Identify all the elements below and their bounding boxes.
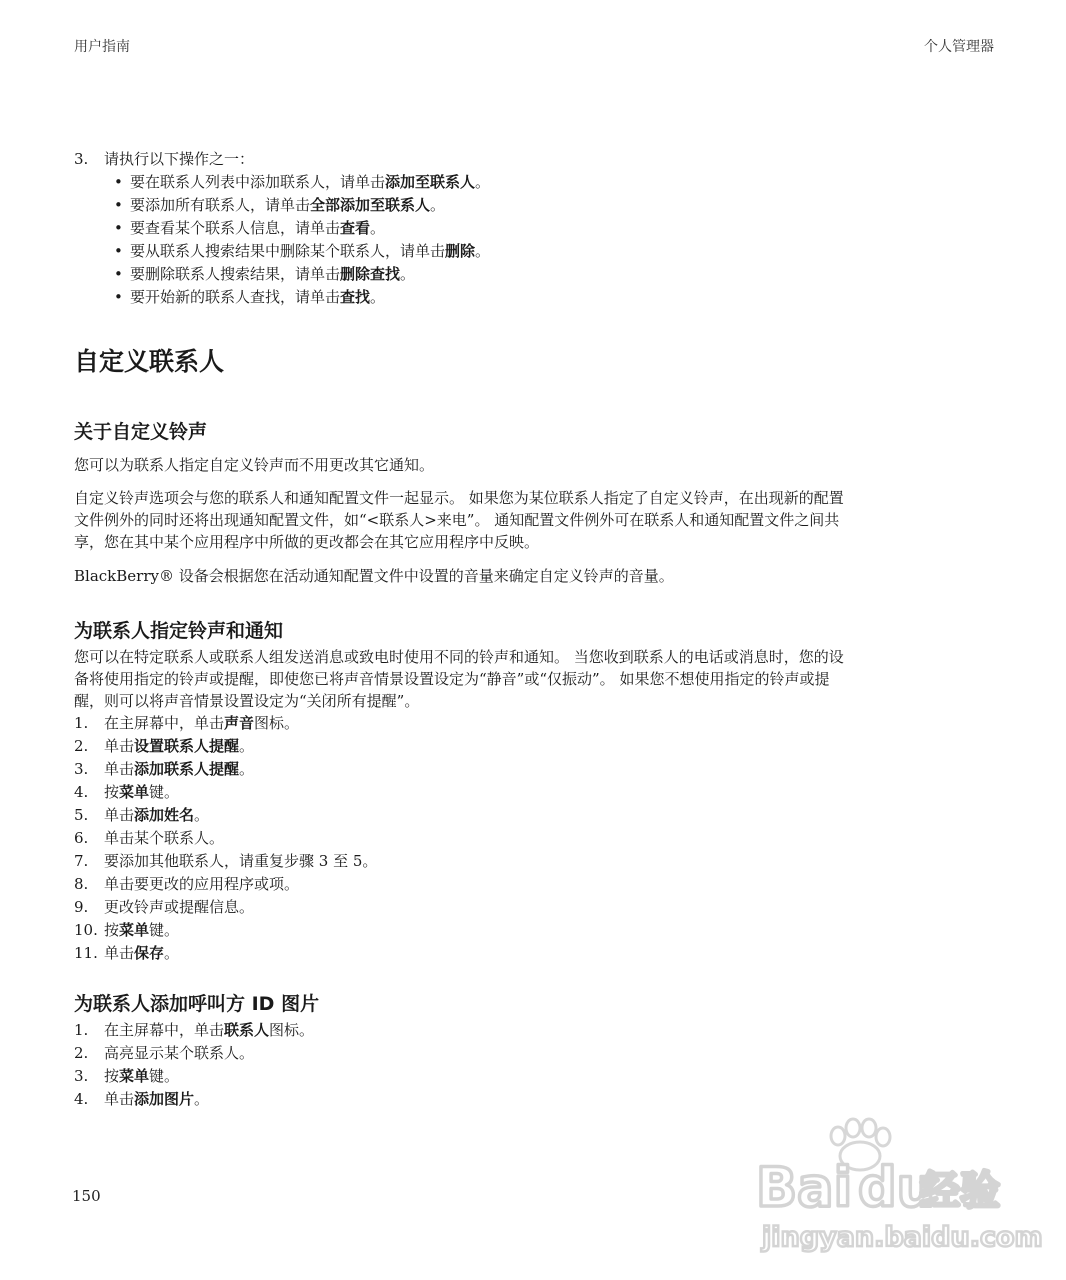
watermark-logo-text	[756, 1156, 1000, 1219]
list-item	[74, 896, 999, 919]
step-number: 6.	[74, 829, 89, 847]
subsection-title-assign-ringtone: 为联系人指定铃声和通知	[74, 620, 284, 642]
step-text: 请执行以下操作之一：	[104, 150, 255, 168]
step-ui-term: 联系人	[224, 1021, 270, 1039]
step-text: 单击要更改的应用程序或项。	[104, 875, 300, 893]
item-text: 要删除联系人搜索结果，请单击	[130, 265, 341, 283]
page-content	[74, 148, 999, 1111]
steps-list	[74, 712, 999, 965]
list-item	[74, 735, 999, 758]
paragraph: 您可以为联系人指定自定义铃声而不用更改其它通知。	[74, 456, 435, 474]
step-number: 1.	[74, 1021, 89, 1039]
baidu-jingyan-watermark	[752, 1118, 1043, 1258]
subsection-title-about-ringtone: 关于自定义铃声	[74, 421, 208, 443]
step-text-end: 键。	[149, 1067, 180, 1085]
page-number: 150	[72, 1187, 101, 1205]
step-number: 5.	[74, 806, 89, 824]
step-text: 按	[104, 1067, 120, 1085]
step-text: 单击	[104, 806, 135, 824]
item-punct: 。	[370, 288, 386, 306]
bullet-icon: •	[114, 196, 123, 214]
list-item	[74, 1042, 999, 1065]
bullet-icon: •	[114, 219, 123, 237]
list-item	[74, 217, 999, 240]
step-text-end: 键。	[149, 921, 180, 939]
item-ui-term: 全部添加至联系人	[310, 196, 431, 214]
step-number: 9.	[74, 898, 89, 916]
step-ui-term: 菜单	[119, 1067, 150, 1085]
item-ui-term: 删除查找	[340, 265, 401, 283]
item-punct: 。	[475, 173, 491, 191]
step-ui-term: 添加联系人提醒	[134, 760, 240, 778]
step-number: 10.	[74, 921, 98, 939]
step-ui-term: 菜单	[119, 921, 150, 939]
paragraph: BlackBerry® 设备会根据您在活动通知配置文件中设置的音量来确定自定义铃声的音量。	[74, 567, 674, 585]
step-number: 1.	[74, 714, 89, 732]
section-title: 自定义联系人	[74, 347, 225, 376]
step-text: 按	[104, 783, 120, 801]
paragraph-line: 享，您在其中某个应用程序中所做的更改都会在其它应用程序中反映。	[74, 533, 540, 551]
step-ui-term: 声音	[224, 714, 255, 732]
step-ui-term: 菜单	[119, 783, 150, 801]
paragraph-line: 醒，则可以将声音情景设置设定为“关闭所有提醒”。	[74, 692, 420, 710]
item-text: 要添加所有联系人，请单击	[130, 196, 311, 214]
step-text: 单击	[104, 737, 135, 755]
list-item	[74, 240, 999, 263]
list-item	[74, 804, 999, 827]
step-text: 更改铃声或提醒信息。	[104, 898, 255, 916]
item-punct: 。	[370, 219, 386, 237]
item-punct: 。	[475, 242, 491, 260]
step-number: 8.	[74, 875, 89, 893]
step-text-end: 。	[194, 1090, 210, 1108]
list-item	[74, 1019, 999, 1042]
step-text: 按	[104, 921, 120, 939]
step-number: 11.	[74, 944, 98, 962]
step-3	[74, 148, 999, 171]
watermark-url: jingyan.baidu.com	[762, 1222, 1043, 1253]
step-text: 要添加其他联系人，请重复步骤 3 至 5。	[104, 852, 378, 870]
option-list	[74, 171, 999, 309]
header-guide-title: 用户指南	[74, 39, 130, 55]
list-item	[74, 873, 999, 896]
list-item	[74, 263, 999, 286]
steps-list	[74, 1019, 999, 1111]
list-item	[74, 171, 999, 194]
item-text: 要查看某个联系人信息，请单击	[130, 219, 341, 237]
list-item	[74, 942, 999, 965]
bullet-icon: •	[114, 265, 123, 283]
list-item	[74, 286, 999, 309]
bullet-icon: •	[114, 173, 123, 191]
step-text: 在主屏幕中，单击	[104, 714, 225, 732]
step-text: 高亮显示某个联系人。	[104, 1044, 255, 1062]
step-text: 单击	[104, 944, 135, 962]
list-item	[74, 827, 999, 850]
paragraph-line: 自定义铃声选项会与您的联系人和通知配置文件一起显示。 如果您为某位联系人指定了自定义铃声，在出现新的配置	[74, 489, 844, 507]
step-text-end: 键。	[149, 783, 180, 801]
subsection-title-caller-id: 为联系人添加呼叫方 ID 图片	[74, 993, 320, 1015]
paragraph-line: 您可以在特定联系人或联系人组发送消息或致电时使用不同的铃声和通知。 当您收到联系人的电话或消息时，您的设	[74, 648, 844, 666]
paragraph	[74, 646, 999, 712]
svg-text:du: du	[858, 1156, 936, 1219]
step-number: 2.	[74, 737, 89, 755]
step-text-end: 图标。	[269, 1021, 315, 1039]
list-item	[74, 919, 999, 942]
item-punct: 。	[400, 265, 416, 283]
item-text: 要从联系人搜索结果中删除某个联系人，请单击	[130, 242, 446, 260]
step-number: 7.	[74, 852, 89, 870]
item-ui-term: 添加至联系人	[385, 173, 476, 191]
step-text-end: 。	[164, 944, 180, 962]
header-section-title: 个人管理器	[924, 39, 994, 55]
svg-text:Bai: Bai	[756, 1156, 853, 1219]
item-ui-term: 查看	[340, 219, 371, 237]
list-item	[74, 781, 999, 804]
list-item	[74, 194, 999, 217]
step-text-end: 。	[239, 737, 255, 755]
step-text-end: 图标。	[254, 714, 300, 732]
list-item	[74, 758, 999, 781]
step-text: 在主屏幕中，单击	[104, 1021, 225, 1039]
step-ui-term: 保存	[134, 944, 165, 962]
bullet-icon: •	[114, 288, 123, 306]
step-ui-term: 设置联系人提醒	[134, 737, 240, 755]
item-text: 要在联系人列表中添加联系人，请单击	[130, 173, 386, 191]
item-punct: 。	[430, 196, 446, 214]
step-number: 4.	[74, 1090, 89, 1108]
step-ui-term: 添加图片	[134, 1090, 195, 1108]
list-item	[74, 1088, 999, 1111]
step-number: 3.	[74, 1067, 89, 1085]
step-number: 3.	[74, 150, 89, 168]
paragraph-line: 备将使用指定的铃声或提醒，即使您已将声音情景设置设定为“静音”或“仅振动”。 如果您不想使用指定的铃声或提	[74, 670, 830, 688]
step-text: 单击	[104, 760, 135, 778]
paragraph-line: 文件例外的同时还将出现通知配置文件，如“<联系人>来电”。 通知配置文件例外可在联系人和通知配置文件之间共	[74, 511, 840, 529]
list-item	[74, 1065, 999, 1088]
step-text-end: 。	[239, 760, 255, 778]
step-number: 4.	[74, 783, 89, 801]
item-ui-term: 删除	[445, 242, 476, 260]
item-text: 要开始新的联系人查找，请单击	[130, 288, 341, 306]
step-text: 单击	[104, 1090, 135, 1108]
svg-text:经验: 经验	[920, 1168, 1000, 1214]
step-text-end: 。	[194, 806, 210, 824]
step-text: 单击某个联系人。	[104, 829, 225, 847]
step-ui-term: 添加姓名	[134, 806, 195, 824]
step-number: 2.	[74, 1044, 89, 1062]
step-number: 3.	[74, 760, 89, 778]
list-item	[74, 850, 999, 873]
bullet-icon: •	[114, 242, 123, 260]
list-item	[74, 712, 999, 735]
item-ui-term: 查找	[340, 288, 371, 306]
paragraph	[74, 487, 999, 553]
